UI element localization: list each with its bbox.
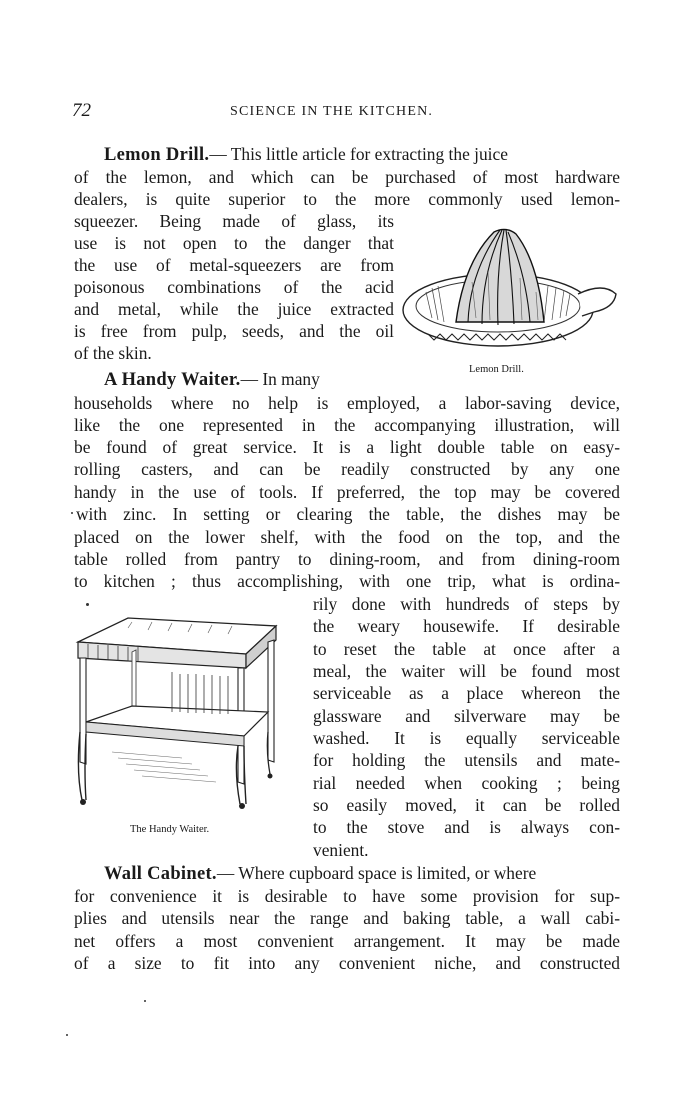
lemon-drill-illustration bbox=[398, 222, 620, 362]
handy-waiter-line-16: glassware and silverware may be bbox=[313, 706, 620, 726]
handy-waiter-line-7: with zinc. In setting or clearing the table, the dishes may be bbox=[76, 504, 620, 524]
handy-waiter-heading-line bbox=[104, 368, 320, 391]
handy-waiter-line-13: to reset the table at once after a bbox=[313, 639, 620, 659]
wall-cabinet-line-5: of a size to fit into any convenient niche, and constructed bbox=[74, 953, 620, 973]
page-number: 72 bbox=[72, 100, 91, 121]
handy-waiter-caption: The Handy Waiter. bbox=[130, 824, 210, 835]
lemon-drill-heading: Lemon Drill. bbox=[104, 145, 210, 165]
print-speck bbox=[144, 1000, 146, 1002]
handy-waiter-line-3: like the one represented in the accompanying illustration, will bbox=[74, 415, 620, 435]
handy-waiter-line-2: households where no help is employed, a labor-saving device, bbox=[74, 393, 620, 413]
handy-waiter-line-10: to kitchen ; thus accomplishing, with one trip, what is ordina- bbox=[74, 571, 620, 591]
lemon-drill-line-4: squeezer. Being made of glass, its bbox=[74, 211, 394, 231]
lemon-drill-heading-line bbox=[104, 143, 508, 166]
handy-waiter-line-20: so easily moved, it can be rolled bbox=[313, 795, 620, 815]
lemon-drill-line-8: and metal, while the juice extracted bbox=[74, 299, 394, 319]
handy-waiter-line-6: handy in the use of tools. If preferred, the top may be covered bbox=[74, 482, 620, 502]
handy-waiter-line-21: to the stove and is always con- bbox=[313, 817, 620, 837]
handy-waiter-line-1: — In many bbox=[240, 369, 320, 389]
wall-cabinet-line-3: plies and utensils near the range and baking table, a wall cabi- bbox=[74, 908, 620, 928]
handy-waiter-line-17: washed. It is equally serviceable bbox=[313, 728, 620, 748]
handy-waiter-line-14: meal, the waiter will be found most bbox=[313, 661, 620, 681]
handy-waiter-line-12: the weary housewife. If desirable bbox=[313, 616, 620, 636]
lemon-drill-line-5: use is not open to the danger that bbox=[74, 233, 394, 253]
running-head: SCIENCE IN THE KITCHEN. bbox=[230, 104, 434, 119]
handy-waiter-line-5: rolling casters, and can be readily constructed by any one bbox=[74, 459, 620, 479]
lemon-drill-line-10: of the skin. bbox=[74, 343, 152, 363]
handy-waiter-line-22: venient. bbox=[313, 840, 369, 860]
handy-waiter-illustration bbox=[72, 612, 286, 812]
lemon-drill-line-1: — This little article for extracting the juice bbox=[209, 144, 508, 164]
print-speck bbox=[86, 603, 89, 606]
wall-cabinet-line-4: net offers a most convenient arrangement. It may be made bbox=[74, 931, 620, 951]
print-speck bbox=[66, 1034, 68, 1036]
wall-cabinet-heading: Wall Cabinet. bbox=[104, 864, 217, 884]
lemon-drill-line-7: poisonous combinations of the acid bbox=[74, 277, 394, 297]
wall-cabinet-heading-line bbox=[104, 862, 536, 885]
handy-waiter-line-19: rial needed when cooking ; being bbox=[313, 773, 620, 793]
handy-waiter-line-18: for holding the utensils and mate- bbox=[313, 750, 620, 770]
handy-waiter-line-15: serviceable as a place whereon the bbox=[313, 683, 620, 703]
handy-waiter-line-8: placed on the lower shelf, with the food on the top, and the bbox=[74, 527, 620, 547]
lemon-drill-line-9: is free from pulp, seeds, and the oil bbox=[74, 321, 394, 341]
handy-waiter-line-4: be found of great service. It is a light double table on easy- bbox=[74, 437, 620, 457]
wall-cabinet-line-1: — Where cupboard space is limited, or where bbox=[216, 863, 537, 883]
handy-waiter-line-9: table rolled from pantry to dining-room, and from dining-room bbox=[74, 549, 620, 569]
print-speck bbox=[71, 512, 73, 514]
lemon-drill-line-3: dealers, is quite superior to the more commonly used lemon- bbox=[74, 189, 620, 209]
handy-waiter-line-11: rily done with hundreds of steps by bbox=[313, 594, 620, 614]
handy-waiter-heading: A Handy Waiter. bbox=[104, 370, 241, 390]
lemon-drill-caption: Lemon Drill. bbox=[469, 364, 524, 375]
lemon-drill-line-2: of the lemon, and which can be purchased of most hardware bbox=[74, 167, 620, 187]
wall-cabinet-line-2: for convenience it is desirable to have some provision for sup- bbox=[74, 886, 620, 906]
lemon-drill-line-6: the use of metal-squeezers are from bbox=[74, 255, 394, 275]
